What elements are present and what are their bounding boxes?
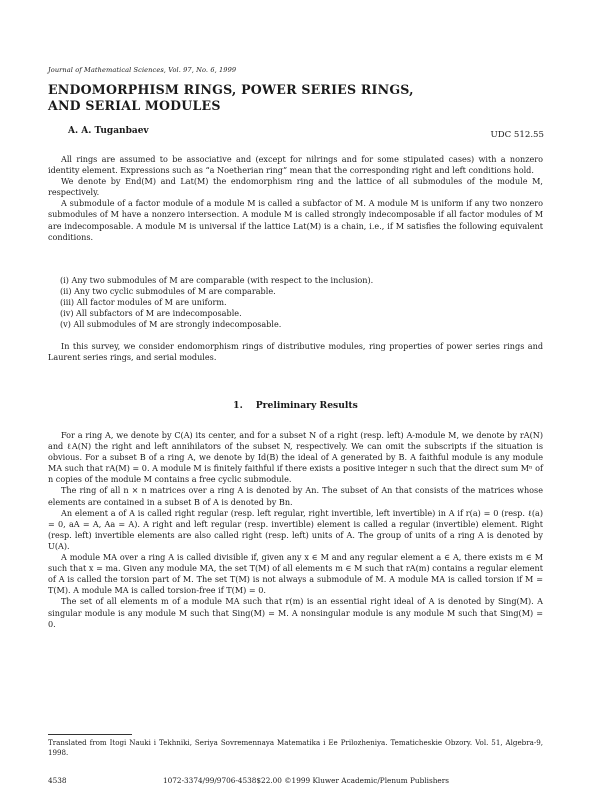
section-body — [48, 430, 543, 630]
section-heading — [0, 400, 591, 411]
paragraph: All rings are assumed to be associative and (except for nilrings and for some stipulated cases) with a nonzero identity element. Expressions such as “a Noetherian ring” mean that the corresponding right and left conditions hold. — [48, 154, 543, 176]
journal-citation: Journal of Mathematical Sciences, Vol. 97, No. 6, 1999 — [48, 66, 237, 74]
author: A. A. Tuganbaev — [68, 126, 149, 136]
title-line-2: AND SERIAL MODULES — [48, 97, 221, 113]
conditions-list — [60, 275, 543, 330]
copyright-line: 1072-3374/99/9706-4538$22.00 ©1999 Kluwer Academic/Plenum Publishers — [163, 776, 449, 785]
condition-item: (iii) All factor modules of M are uniform. — [60, 297, 227, 308]
paragraph: The set of all elements m of a module MA such that r(m) is an essential right ideal of A is denoted by Sing(M). A singular module is any module M such that Sing(M) = M. A nonsingular module is any module M such that Sing(M) = 0. — [48, 596, 543, 629]
section-title: Preliminary Results — [255, 400, 358, 411]
paragraph: For a ring A, we denote by C(A) its center, and for a subset N of a right (resp. left) A-module M, we denote by rA(N) and ℓA(N) the right and left annihilators of the subset N, respectively. We can omit the subscripts if the situation is obvious. For a subset B of a ring A, we denote by Id(B) the ideal of A generated by B. A faithful module is any module MA such that rA(M) = 0. A module M is finitely faithful if there exists a positive integer n such that the direct sum Mⁿ of n copies of the module M contains a free cyclic submodule. — [48, 430, 543, 485]
paragraph: An element a of A is called right regular (resp. left regular, right invertible, left invertible) in A if r(a) = 0 (resp. ℓ(a) = 0, aA = A, Aa = A). A right and left regular (resp. invertible) element is called a regular (invertible) element. Right (resp. left) invertible elements are also called right (resp. left) units of A. The group of units of a ring A is denoted by U(A). — [48, 507, 543, 551]
page-number: 4538 — [48, 776, 67, 785]
paragraph: A submodule of a factor module of a module M is called a subfactor of M. A module M is uniform if any two nonzero submodules of M have a nonzero intersection. A module M is called strongly indecomposable if all factor modules of M are indecomposable. A module M is universal if the lattice Lat(M) is a chain, i.e., if M satisfies the following equivalent conditions. — [48, 198, 543, 242]
footnote-rule — [48, 734, 132, 735]
survey-text — [48, 341, 543, 363]
condition-item: (i) Any two submodules of M are comparable (with respect to the inclusion). — [60, 275, 374, 285]
paper-title — [48, 82, 414, 113]
udc-code: UDC 512.55 — [490, 130, 544, 140]
translation-footnote: Translated from Itogi Nauki i Tekhniki, Seriya Sovremennaya Matematika i Ee Prilozheniya. Tematicheskie Obzory. Vol. 51, Algebra-9, 1998. — [48, 738, 543, 757]
paragraph: The ring of all n × n matrices over a ring A is denoted by An. The subset of An that consists of the matrices whose elements are contained in a subset B of A is denoted by Bn. — [48, 485, 543, 507]
paragraph: In this survey, we consider endomorphism rings of distributive modules, ring properties of power series rings and Laurent series rings, and serial modules. — [48, 341, 543, 363]
condition-item: (iv) All subfactors of M are indecomposable. — [60, 308, 242, 319]
section-number: 1. — [233, 400, 243, 411]
paragraph: We denote by End(M) and Lat(M) the endomorphism ring and the lattice of all submodules of the module M, respectively. — [48, 176, 543, 198]
intro-text — [48, 154, 543, 243]
paragraph: A module MA over a ring A is called divisible if, given any x ∈ M and any regular element a ∈ A, there exists m ∈ M such that x = ma. Given any module MA, the set T(M) of all elements m ∈ M such that rA(m) contains a regular element of A is called the torsion part of M. The set T(M) is not always a submodule of M. A module MA is called torsion if M = T(M). A module MA is called torsion-free if T(M) = 0. — [48, 552, 543, 596]
condition-item: (v) All submodules of M are strongly indecomposable. — [60, 319, 282, 330]
condition-item: (ii) Any two cyclic submodules of M are comparable. — [60, 286, 276, 297]
title-line-1: ENDOMORPHISM RINGS, POWER SERIES RINGS, — [48, 82, 414, 97]
